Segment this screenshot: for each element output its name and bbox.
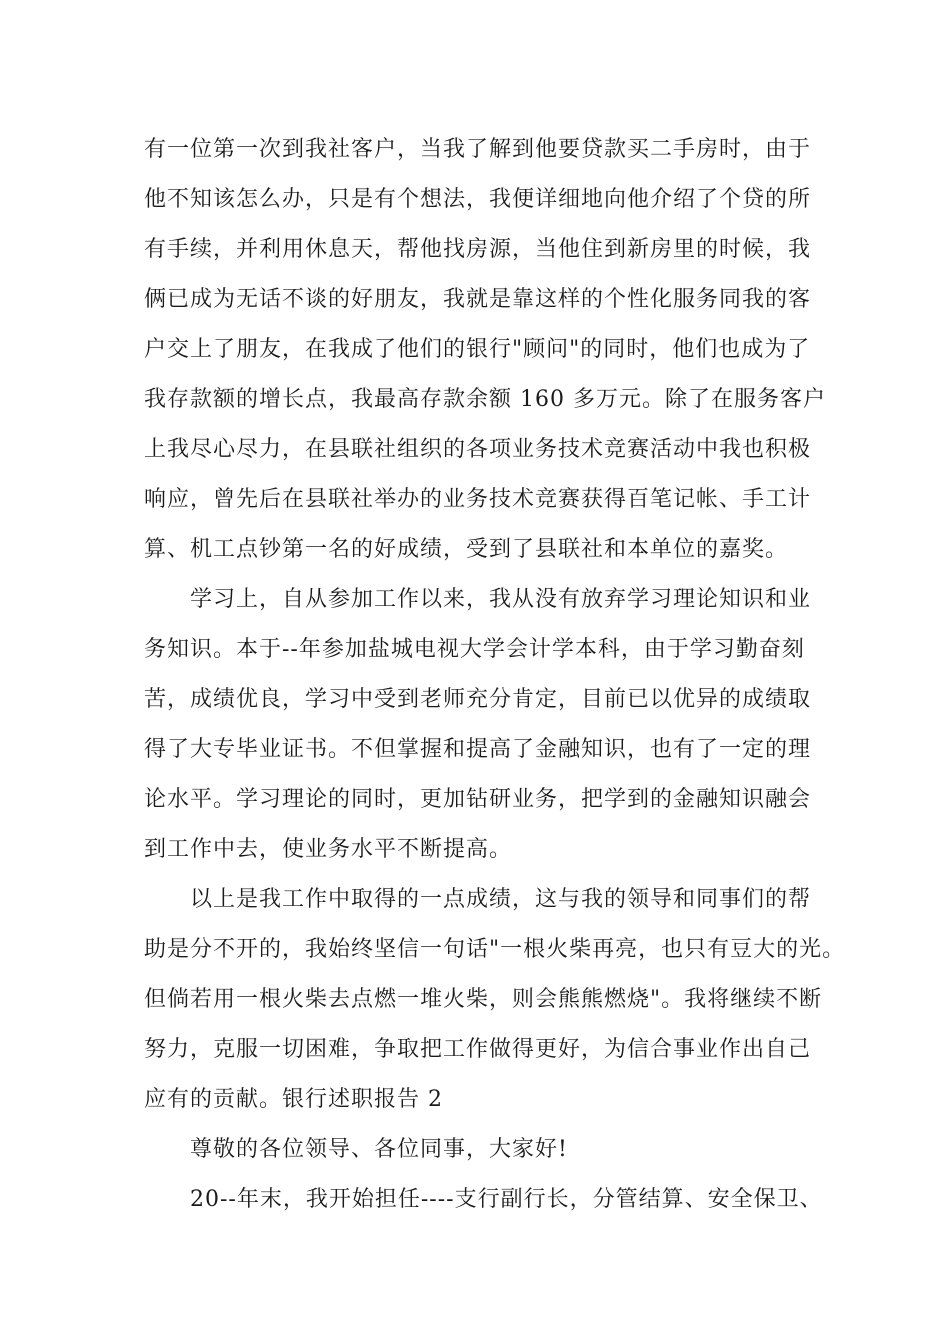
text-line: 响应，曾先后在县联社举办的业务技术竞赛获得百笔记帐、手工计	[144, 487, 812, 512]
text-line: 他不知该怎么办，只是有个想法，我便详细地向他介绍了个贷的所	[144, 187, 812, 212]
text-line: 得了大专毕业证书。不但掌握和提高了金融知识，也有了一定的理	[144, 737, 812, 762]
text-line: 应有的贡献。银行述职报告 2	[144, 1087, 443, 1112]
paragraph-start-line: 20--年末，我开始担任----支行副行长，分管结算、安全保卫、	[190, 1187, 823, 1212]
text-line: 算、机工点钞第一名的好成绩，受到了县联社和本单位的嘉奖。	[144, 537, 789, 562]
text-line: 有手续，并利用休息天，帮他找房源，当他住到新房里的时候，我	[144, 237, 812, 262]
text-line: 有一位第一次到我社客户，当我了解到他要贷款买二手房时，由于	[144, 137, 812, 162]
text-line: 论水平。学习理论的同时，更加钻研业务，把学到的金融知识融会	[144, 787, 812, 812]
text-line: 俩已成为无话不谈的好朋友，我就是靠这样的个性化服务同我的客	[144, 287, 812, 312]
text-line: 我存款额的增长点，我最高存款余额 160 多万元。除了在服务客户	[144, 387, 826, 412]
paragraph-start-line: 以上是我工作中取得的一点成绩，这与我的领导和同事们的帮	[190, 887, 812, 912]
text-line: 苦，成绩优良，学习中受到老师充分肯定，目前已以优异的成绩取	[144, 687, 812, 712]
text-line: 但倘若用一根火柴去点燃一堆火柴，则会熊熊燃烧"。我将继续不断	[144, 987, 823, 1012]
text-line: 助是分不开的，我始终坚信一句话"一根火柴再亮，也只有豆大的光。	[144, 937, 846, 962]
text-line: 上我尽心尽力，在县联社组织的各项业务技术竞赛活动中我也积极	[144, 437, 812, 462]
text-line: 到工作中去，使业务水平不断提高。	[144, 837, 513, 862]
text-line: 户交上了朋友，在我成了他们的银行"顾问"的同时，他们也成为了	[144, 337, 811, 362]
text-line: 务知识。本于--年参加盐城电视大学会计学本科，由于学习勤奋刻	[144, 637, 805, 662]
greeting-line: 尊敬的各位领导、各位同事，大家好!	[190, 1137, 568, 1162]
text-line: 努力，克服一切困难，争取把工作做得更好，为信合事业作出自己	[144, 1037, 812, 1062]
paragraph-start-line: 学习上，自从参加工作以来，我从没有放弃学习理论知识和业	[190, 587, 812, 612]
